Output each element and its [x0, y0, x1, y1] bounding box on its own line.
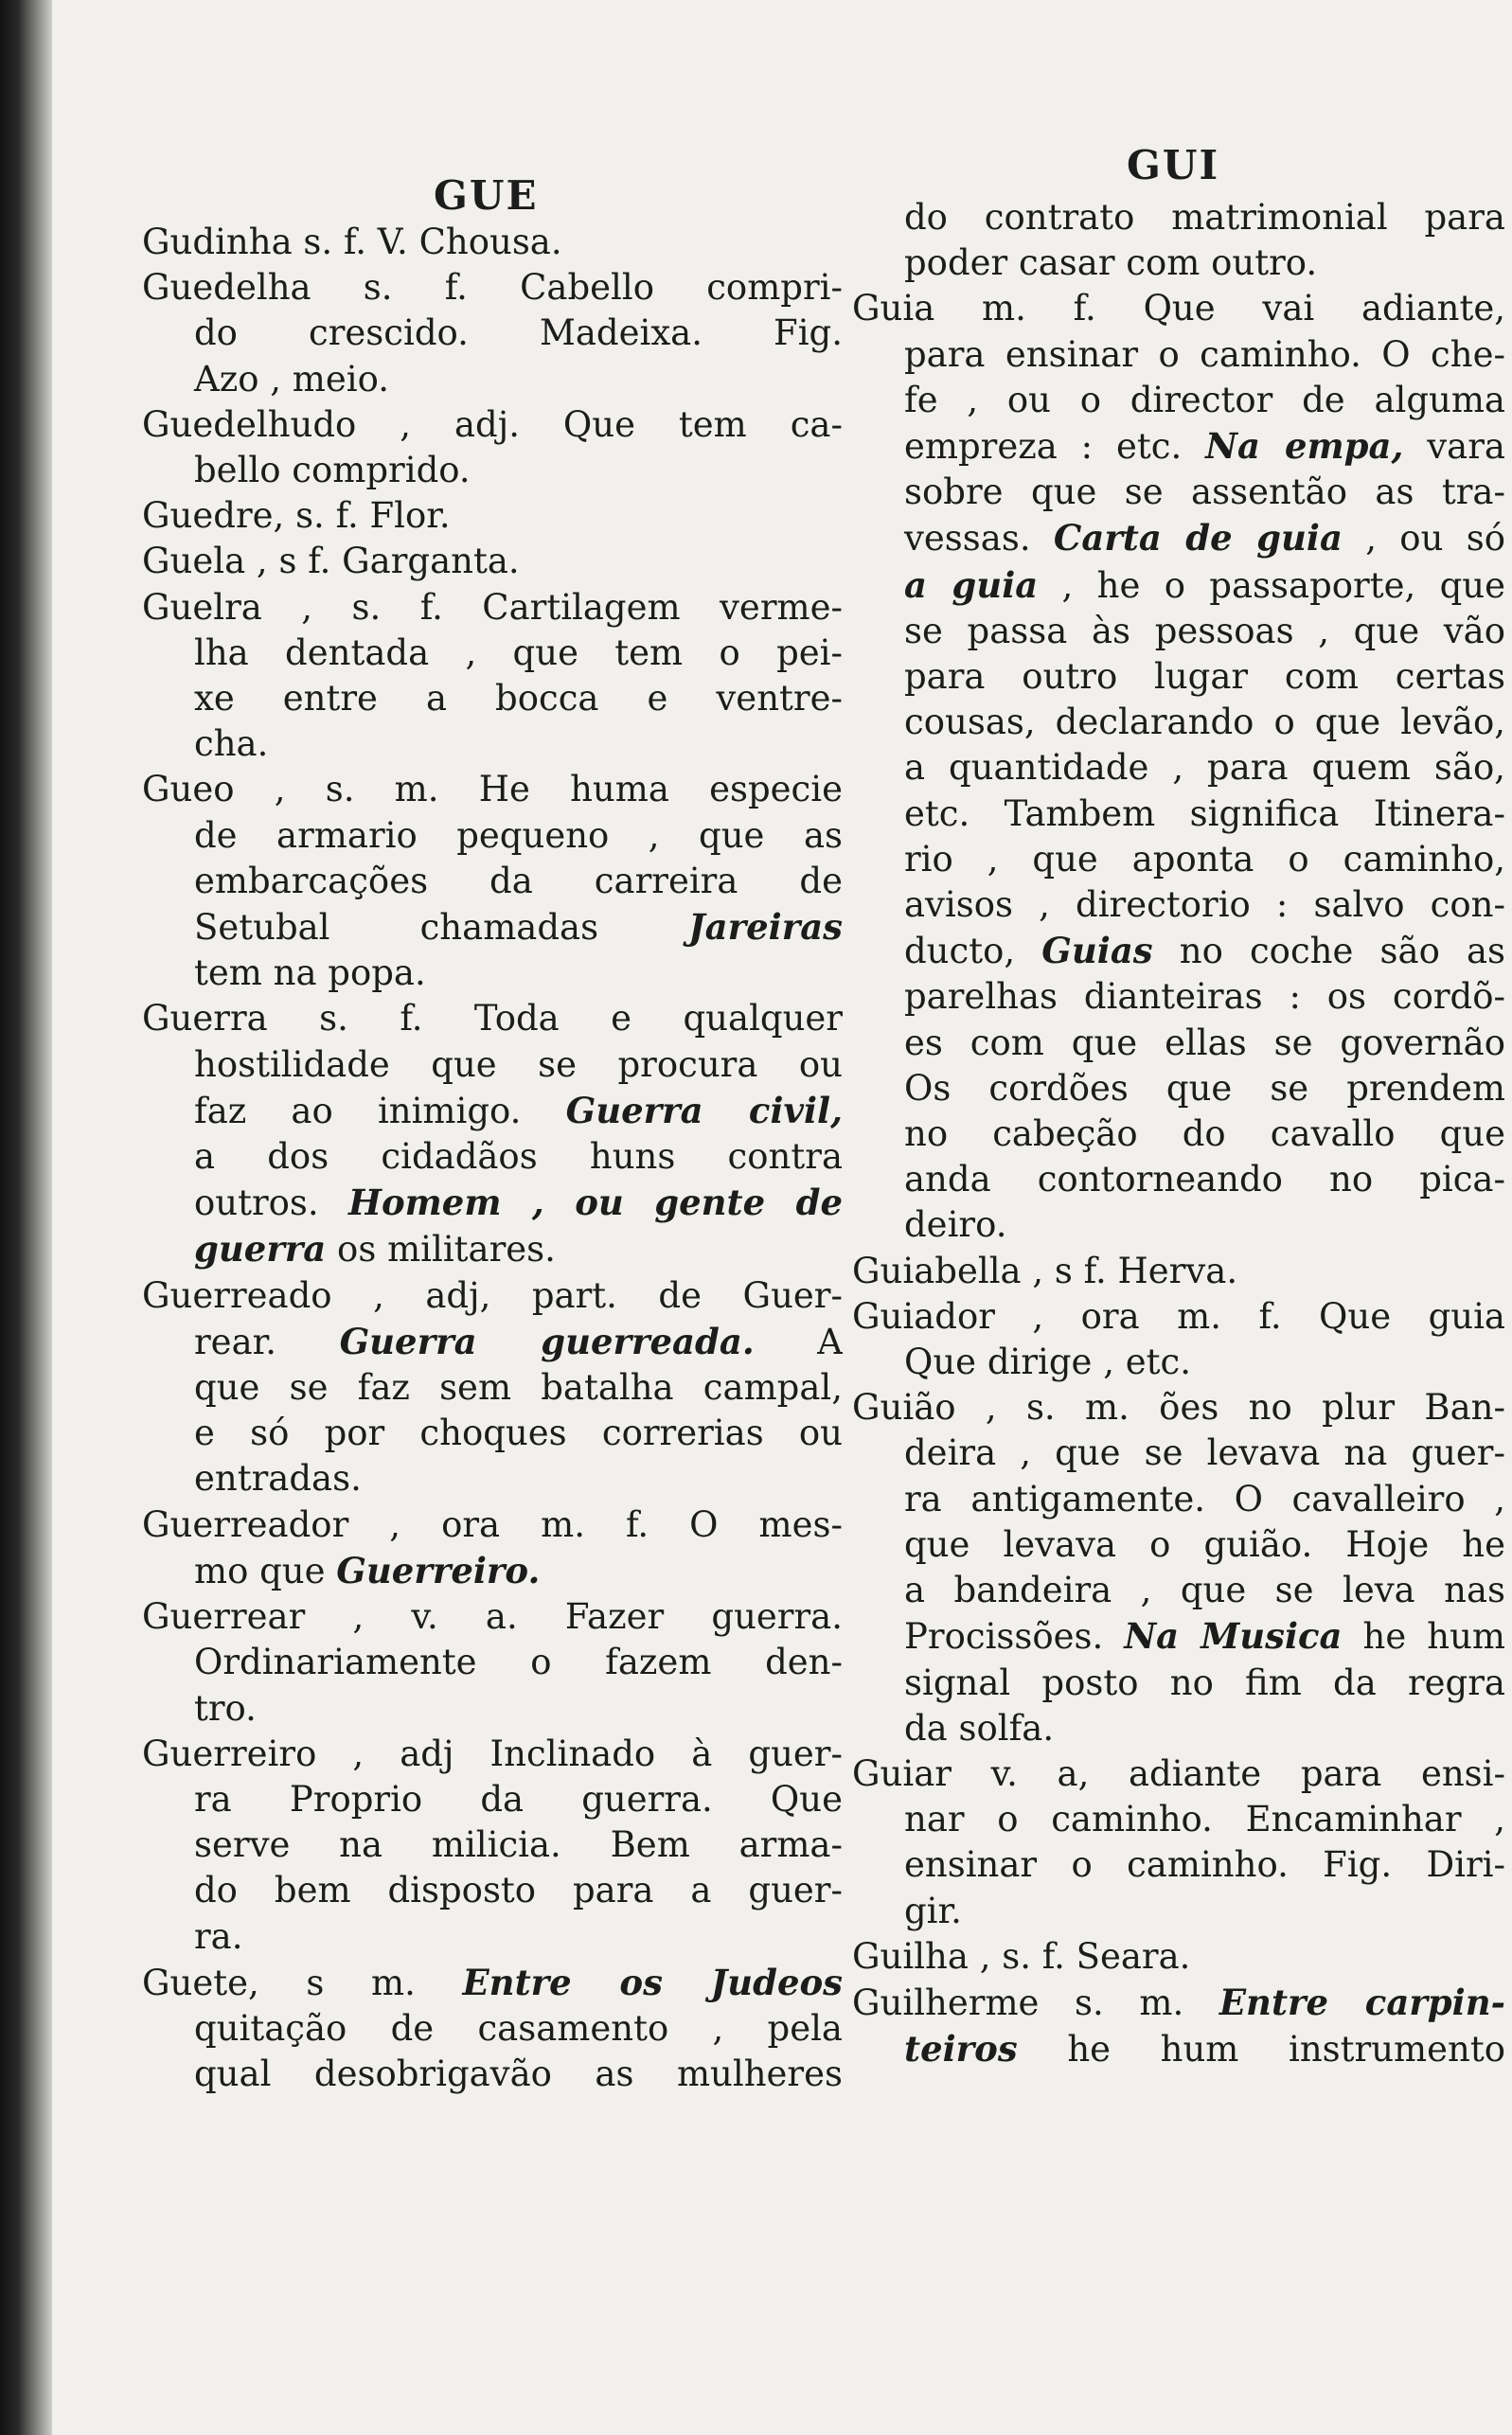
line-text: serve na milicia. Bem arma- [194, 1824, 843, 1866]
text-line [852, 240, 1505, 286]
text-line [852, 700, 1505, 745]
text-line [142, 1914, 843, 1960]
line-text: para ensinar o caminho. O che- [904, 333, 1505, 375]
line-text: sobre que se assentão as tra- [904, 471, 1505, 513]
text-line [142, 1180, 843, 1226]
line-text: ra antigamente. O cavalleiro , [904, 1478, 1505, 1520]
italic-term: Entre carpin- [1218, 1981, 1505, 2023]
text-line [852, 470, 1505, 515]
line-text: faz ao inimigo. [194, 1090, 566, 1131]
text-line [142, 265, 843, 311]
text-line [852, 2026, 1505, 2072]
text-line [852, 515, 1505, 561]
text-line [852, 1706, 1505, 1751]
text-line [852, 1797, 1505, 1842]
line-text: ensinar o caminho. Fig. Diri- [904, 1844, 1505, 1886]
line-text: Os cordões que se prendem [904, 1067, 1505, 1109]
line-text: fe , ou o director de alguma [904, 379, 1505, 420]
line-text: avisos , directorio : salvo con- [904, 884, 1505, 926]
line-text: a quantidade , para quem são, [904, 747, 1505, 789]
italic-term: Guerreiro. [336, 1549, 541, 1591]
text-line [142, 1777, 843, 1822]
line-text: entradas. [194, 1458, 362, 1500]
text-line [142, 631, 843, 676]
text-line [142, 1640, 843, 1685]
text-line [852, 1751, 1505, 1797]
line-text: ducto, [904, 931, 1042, 972]
text-line [852, 562, 1505, 609]
right-column [852, 0, 1505, 2435]
line-text: Guedelhudo , adj. Que tem ca- [142, 403, 843, 445]
text-line [142, 1456, 843, 1502]
line-text: Guela , s f. Garganta. [142, 541, 520, 582]
line-text: deiro. [904, 1204, 1007, 1246]
line-text: Guerreador , ora m. f. O mes- [142, 1503, 843, 1545]
text-line [142, 1042, 843, 1088]
right-column-entries [852, 195, 1505, 2072]
line-text: qual desobrigavão as mulheres [194, 2053, 843, 2095]
line-text: xe entre a bocca e ventre- [194, 678, 843, 720]
left-column-entries [142, 220, 843, 2097]
text-line [142, 1732, 843, 1777]
line-text: anda contorneando no pica- [904, 1159, 1505, 1200]
line-text: , he o passaporte, que [1038, 564, 1505, 606]
line-text: , ou só [1342, 518, 1505, 560]
italic-term: Na empa, [1205, 425, 1404, 468]
line-text: no coche são as [1152, 931, 1505, 972]
line-text: vessas. [904, 518, 1054, 560]
text-line [142, 1868, 843, 1913]
line-text: Guilherme s. m. [852, 1982, 1219, 2023]
text-line [142, 1088, 843, 1134]
text-line [142, 1319, 843, 1365]
line-text: a dos cidadãos huns contra [194, 1136, 843, 1178]
page-gutter-shadow [0, 0, 52, 2435]
text-line [142, 311, 843, 356]
text-line [852, 1661, 1505, 1706]
text-line [852, 1431, 1505, 1476]
text-line [142, 1594, 843, 1640]
text-line [142, 448, 843, 493]
line-text: tem na popa. [194, 952, 426, 994]
line-text: Gueo , s. m. He huma especie [142, 769, 843, 810]
line-text: deira , que se levava na guer- [904, 1432, 1505, 1474]
line-text: parelhas dianteiras : os cordõ- [904, 976, 1505, 1018]
line-text: es com que ellas se governão [904, 1022, 1505, 1063]
text-line [142, 220, 843, 265]
line-text: que se faz sem batalha campal, [194, 1367, 843, 1409]
text-line [852, 1111, 1505, 1157]
line-text: Setubal chamadas [194, 907, 689, 949]
line-text: he hum instrumento [1017, 2029, 1505, 2071]
text-line [142, 951, 843, 996]
text-line [852, 745, 1505, 791]
line-text: de armario pequeno , que as [194, 814, 843, 856]
text-line [142, 1960, 843, 2006]
line-text: Guedre, s. f. Flor. [142, 495, 451, 537]
text-line [852, 1340, 1505, 1385]
line-text: ra. [194, 1915, 243, 1957]
text-line [852, 1522, 1505, 1568]
line-text: bello comprido. [194, 450, 471, 491]
line-text: tro. [194, 1687, 257, 1729]
text-line [142, 1365, 843, 1411]
line-text: mo que [194, 1550, 337, 1591]
text-line [142, 1822, 843, 1868]
line-text: outros. [194, 1182, 348, 1224]
italic-term: Entre os Judeos [462, 1961, 843, 2003]
italic-term: Na Musica [1124, 1615, 1343, 1658]
text-line [142, 357, 843, 402]
text-line [142, 1502, 843, 1548]
line-text: Guerreado , adj, part. de Guer- [142, 1274, 843, 1316]
text-line [142, 767, 843, 812]
text-line [852, 1477, 1505, 1522]
text-line [852, 423, 1505, 470]
text-line [142, 996, 843, 1041]
line-text: Guiar v. a, adiante para ensi- [852, 1752, 1505, 1794]
line-text: quitação de casamento , pela [194, 2007, 843, 2049]
left-column [142, 0, 843, 2435]
line-text: rear. [194, 1321, 340, 1362]
line-text: ra Proprio da guerra. Que [194, 1778, 843, 1820]
text-line [852, 378, 1505, 423]
italic-term: Carta de guia [1053, 517, 1343, 560]
text-line [852, 1889, 1505, 1934]
line-text: do bem disposto para a guer- [194, 1870, 843, 1911]
italic-term: teiros [904, 2028, 1018, 2071]
line-text: se passa às pessoas , que vão [904, 610, 1505, 651]
line-text: rio , que aponta o caminho, [904, 838, 1505, 880]
line-text: Guia m. f. Que vai adiante, [852, 288, 1505, 329]
text-line [852, 928, 1505, 974]
text-line [852, 1202, 1505, 1248]
text-line [852, 286, 1505, 331]
line-text: he hum [1342, 1616, 1505, 1658]
line-text: A [754, 1321, 843, 1362]
text-line [852, 1066, 1505, 1111]
line-text: signal posto no fim da regra [904, 1662, 1505, 1703]
text-line [852, 1294, 1505, 1340]
line-text: etc. Tambem significa Itinera- [904, 792, 1505, 834]
line-text: Gudinha s. f. V. Chousa. [142, 222, 562, 262]
line-text: Guedelha s. f. Cabello compri- [142, 267, 843, 309]
text-line [852, 332, 1505, 378]
line-text: poder casar com outro. [904, 242, 1318, 284]
text-line [852, 1568, 1505, 1613]
line-text: Guelra , s. f. Cartilagem verme- [142, 586, 843, 628]
italic-term: Guerra civil, [565, 1089, 843, 1131]
line-text: Guilha , s. f. Seara. [852, 1935, 1191, 1977]
line-text: Guiador , ora m. f. Que guia [852, 1295, 1505, 1337]
line-text: lha dentada , que tem o pei- [194, 631, 843, 673]
text-line [852, 1980, 1505, 2026]
text-line [852, 1249, 1505, 1294]
text-line [142, 1411, 843, 1456]
text-line [852, 974, 1505, 1020]
italic-term: a guia [904, 563, 1039, 606]
text-line [142, 2052, 843, 2097]
left-column-header: GUE [434, 172, 539, 219]
text-line [142, 402, 843, 448]
text-line [142, 1226, 843, 1272]
line-text: embarcações da carreira de [194, 860, 843, 901]
line-text: Guerrear , v. a. Fazer guerra. [142, 1596, 843, 1638]
text-line [142, 859, 843, 904]
italic-term: Jareiras [688, 906, 843, 949]
line-text: Guiabella , s f. Herva. [852, 1250, 1238, 1291]
line-text: e só por choques correrias ou [194, 1413, 843, 1454]
text-line [852, 654, 1505, 700]
text-line [142, 1134, 843, 1180]
line-text: que levava o guião. Hoje he [904, 1523, 1505, 1565]
text-line [142, 904, 843, 951]
line-text: Ordinariamente o fazem den- [194, 1642, 843, 1683]
text-line [852, 1021, 1505, 1066]
text-line [142, 1273, 843, 1319]
right-column-header: GUI [1127, 142, 1220, 188]
line-text: cousas, declarando o que levão, [904, 702, 1505, 743]
text-line [852, 609, 1505, 654]
text-line [142, 676, 843, 721]
text-line [852, 195, 1505, 240]
line-text: Procissões. [904, 1616, 1125, 1658]
line-text: do crescido. Madeixa. Fig. [194, 312, 843, 354]
italic-term: Guerra guerreada. [339, 1320, 755, 1362]
italic-term: Homem , ou gente de [348, 1182, 843, 1224]
line-text: vara [1403, 426, 1505, 468]
text-line [142, 2006, 843, 2052]
text-line [852, 791, 1505, 837]
text-line [142, 539, 843, 584]
text-line [142, 1686, 843, 1732]
line-text: Guete, s m. [142, 1962, 463, 2003]
line-text: Guerreiro , adj Inclinado à guer- [142, 1733, 843, 1774]
line-text: cha. [194, 723, 269, 765]
line-text: nar o caminho. Encaminhar , [904, 1799, 1505, 1840]
text-line [852, 1613, 1505, 1660]
text-line [142, 493, 843, 539]
line-text: no cabeção do cavallo que [904, 1113, 1505, 1155]
text-line [852, 1385, 1505, 1431]
text-line [142, 585, 843, 631]
text-line [852, 1842, 1505, 1888]
line-text: Guerra s. f. Toda e qualquer [142, 998, 843, 1040]
text-line [852, 1157, 1505, 1202]
line-text: hostilidade que se procura ou [194, 1043, 843, 1085]
line-text: empreza : etc. [904, 426, 1206, 468]
text-line [852, 837, 1505, 882]
text-line [142, 1548, 843, 1594]
line-text: Azo , meio. [194, 358, 389, 400]
text-line [852, 882, 1505, 928]
text-line [852, 1934, 1505, 1980]
line-text: a bandeira , que se leva nas [904, 1570, 1505, 1611]
line-text: os militares. [326, 1229, 556, 1271]
italic-term: guerra [194, 1228, 327, 1271]
text-line [142, 721, 843, 767]
italic-term: Guias [1041, 930, 1153, 972]
line-text: da solfa. [904, 1707, 1055, 1749]
line-text: Que dirige , etc. [904, 1342, 1191, 1383]
line-text: Guião , s. m. ões no plur Ban- [852, 1387, 1505, 1429]
line-text: do contrato matrimonial para [904, 197, 1505, 238]
line-text: para outro lugar com certas [904, 656, 1505, 698]
line-text: gir. [904, 1890, 962, 1931]
text-line [142, 813, 843, 859]
